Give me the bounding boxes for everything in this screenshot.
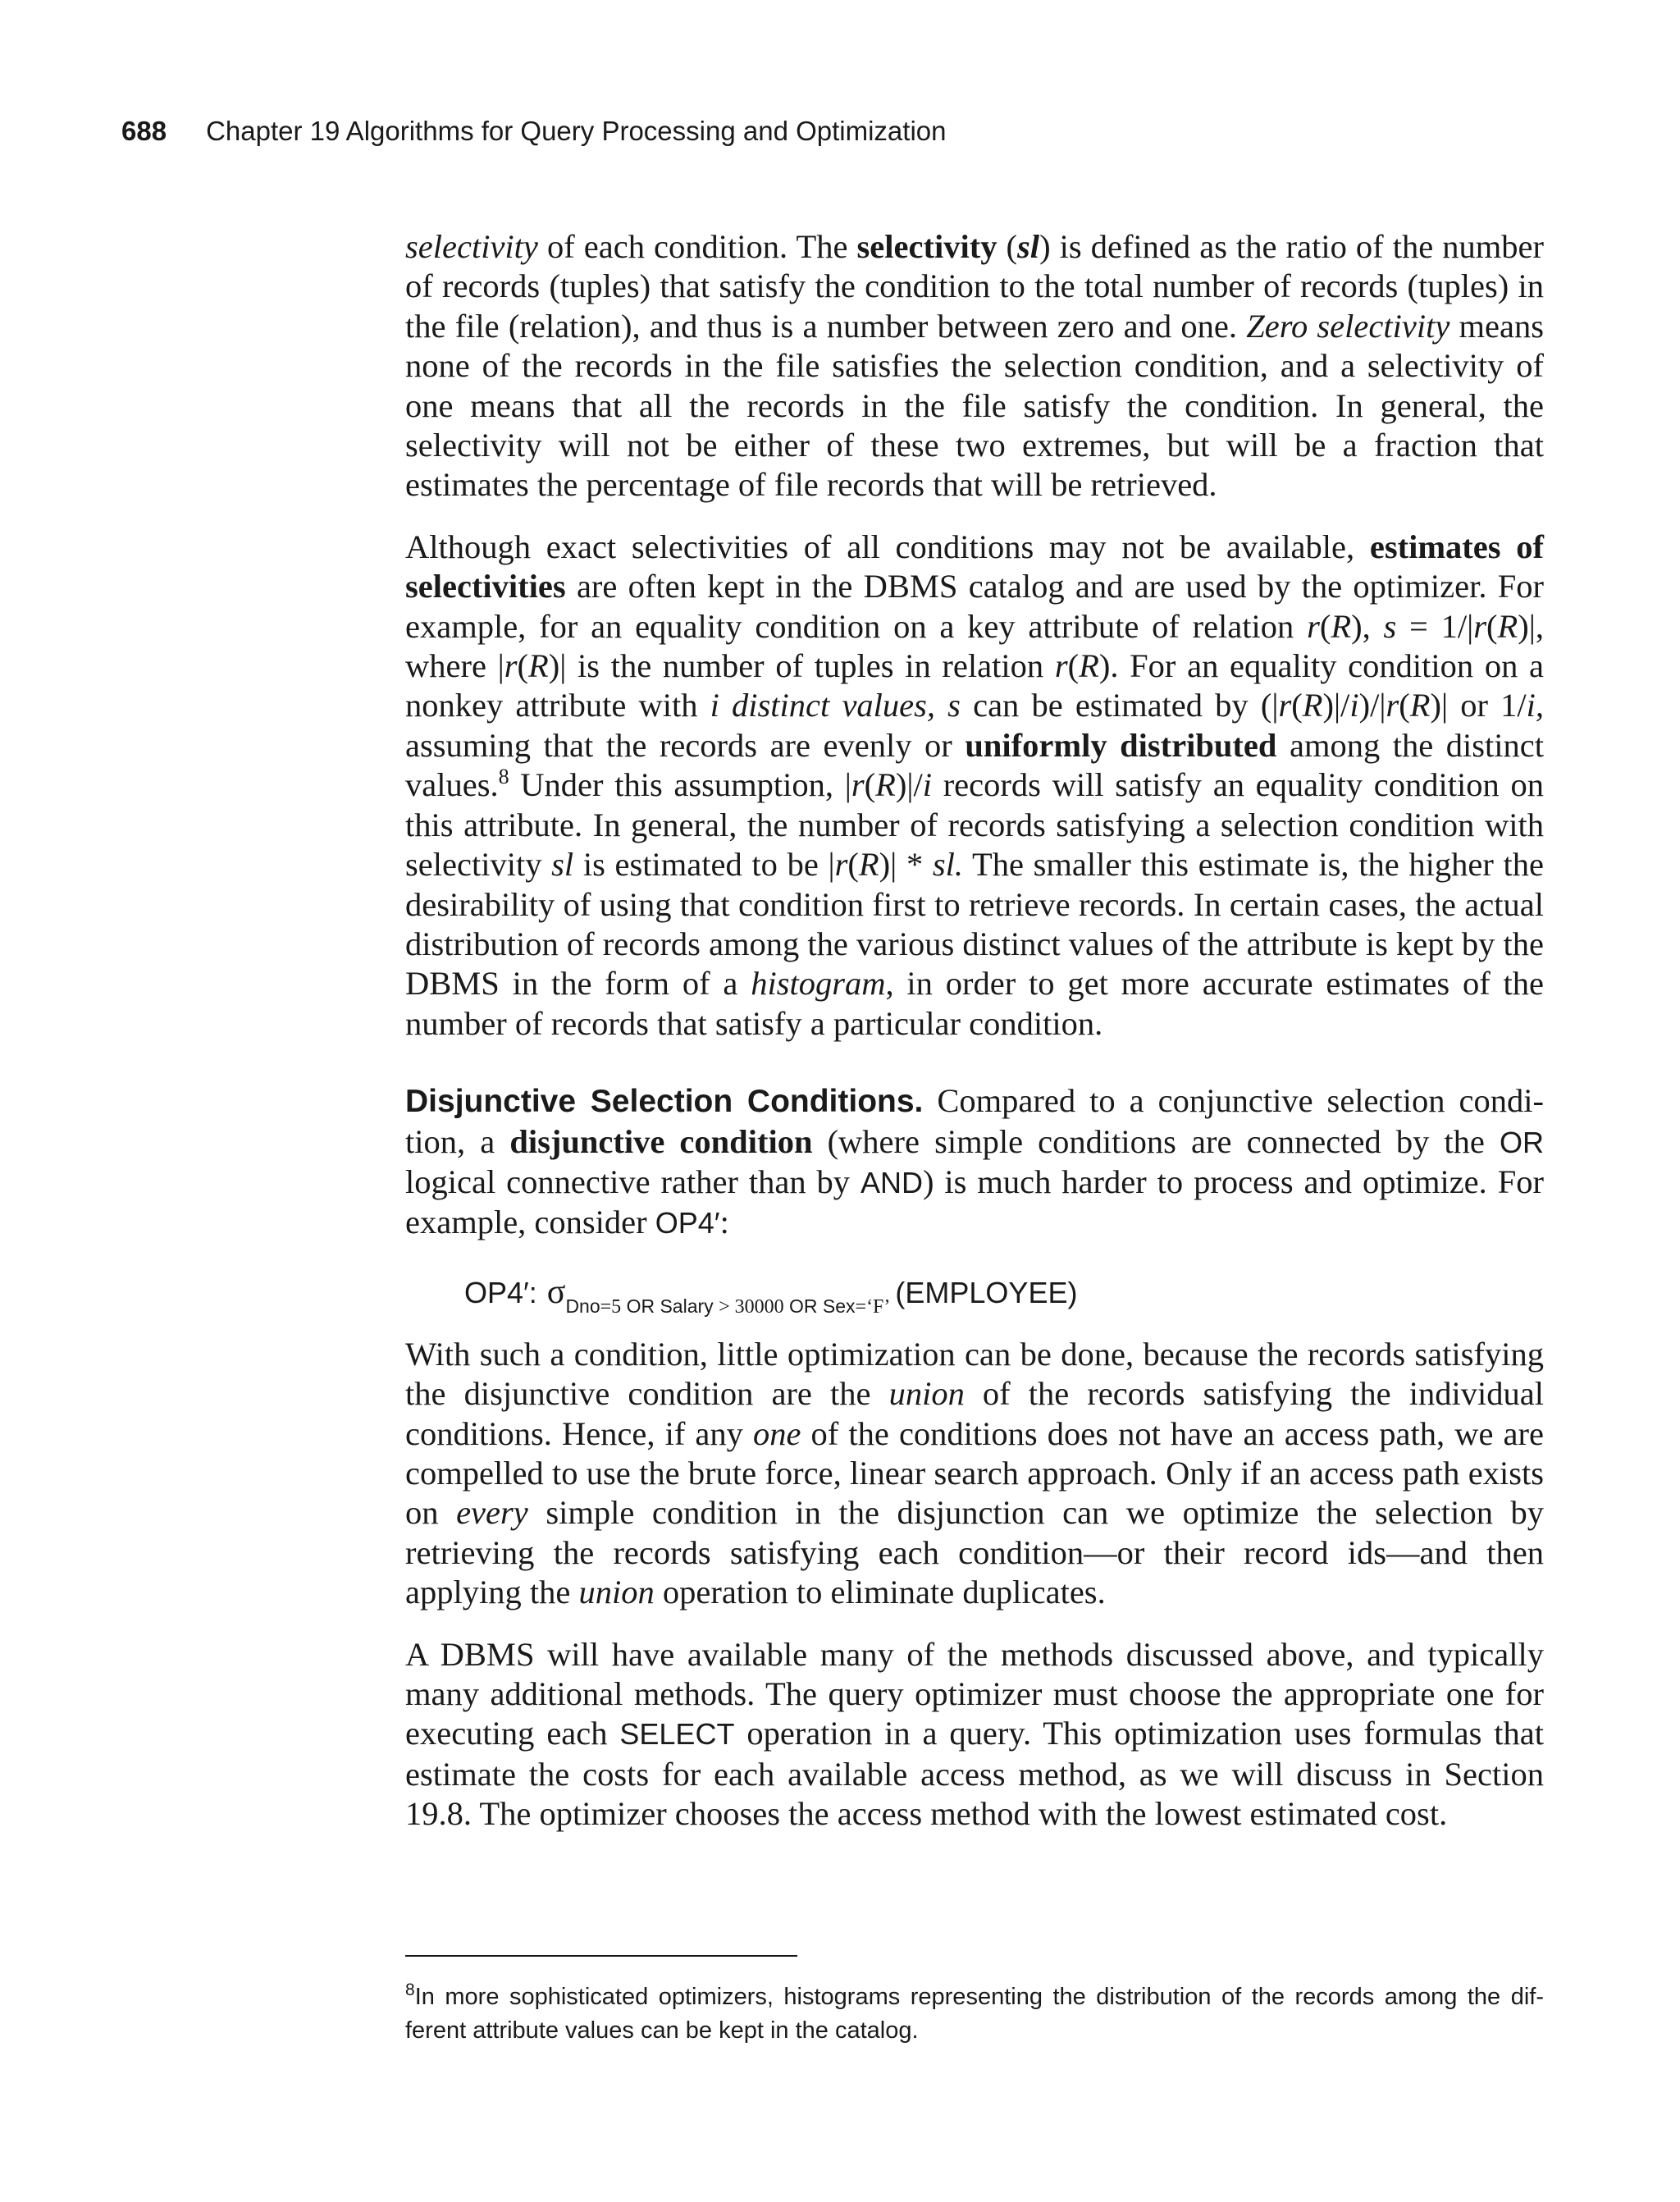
- text-span: sl: [551, 846, 574, 884]
- text-span: ) is defined as the ratio of the number of records (tuples) that satisfy the condition to the total number of records (tuples) in the file (relation), and thus is a number between zero and one.: [405, 228, 1544, 345]
- formula-relation: (EMPLOYEE): [895, 1275, 1078, 1309]
- text-span: are often kept in the DBMS catalog and are used by the optimizer. For example, for an equality condition on a key attribute of relation: [405, 568, 1544, 645]
- text-span: estimates of selectivities: [405, 528, 1544, 605]
- text-span: histogram: [751, 965, 886, 1003]
- main-text: [405, 227, 1544, 1857]
- text-span: , in order to get more accurate estimates of the number of records that satisfy a particular condition.: [405, 965, 1544, 1042]
- text-span: r: [1473, 607, 1487, 645]
- text-span: is estimated to be |: [573, 846, 835, 884]
- running-header: [121, 115, 947, 148]
- text-span: i,: [1526, 687, 1544, 724]
- text-span: operation in a query. This optimization uses formulas that estimate the costs for each available access method, as we will discuss in Section 19.8. The optimizer chooses the access method with the lowest estimated cost.: [405, 1715, 1544, 1833]
- text-span: logical connective rather than by: [405, 1163, 861, 1200]
- text-span: R: [875, 766, 896, 804]
- text-span: one: [752, 1414, 801, 1452]
- text-span: With such a condition, little optimization can be done, because the records satisfying the disjunctive condition are the: [405, 1335, 1544, 1413]
- text-span: =‘F’: [855, 1295, 891, 1318]
- text-span: union: [578, 1574, 655, 1611]
- formula-op4-prime: [464, 1266, 1544, 1323]
- text-span: (: [1486, 607, 1498, 645]
- text-span: OR: [1500, 1125, 1544, 1159]
- text-span: OP4′: [655, 1206, 720, 1240]
- text-span: means none of the records in the file satisfies the selection condition, and a selectivity of one means that all the records in the file satisfy the condition. In general, the selectivity will not be either of these two extremes, but will be a fraction that estimates the percentage of file records that will be retrieved.: [405, 307, 1544, 504]
- text-span: R: [858, 846, 879, 884]
- footnote-number: 8: [405, 1980, 415, 1999]
- paragraph-disjunctive-conditions: [405, 1081, 1544, 1244]
- text-span: = 1/|: [1396, 607, 1474, 645]
- text-span: s: [1383, 607, 1397, 645]
- text-span: among the distinct values.: [405, 726, 1545, 804]
- text-span: (: [1319, 607, 1331, 645]
- text-span: assuming that the records are evenly or: [405, 726, 966, 764]
- section-heading: Disjunctive Selection Conditions.: [405, 1084, 924, 1120]
- text-span: )/|: [1358, 687, 1386, 724]
- paragraph-selectivity-definition: [405, 227, 1544, 505]
- text-span: (: [1067, 647, 1080, 685]
- text-span: R: [1331, 607, 1352, 645]
- text-span: OR Sex: [783, 1295, 856, 1317]
- text-span: records will satisfy an equality condition on this attribute. In general, the number of records satisfying a selection condition with selectivity: [405, 766, 1544, 884]
- footnote-8: [405, 1980, 1544, 2048]
- text-span: r: [504, 647, 518, 685]
- text-span: ) is much harder to process and optimize. For example, consider: [405, 1163, 1544, 1241]
- running-title: Chapter 19 Algorithms for Query Processing and Optimization: [206, 116, 947, 146]
- text-span: =5: [600, 1295, 622, 1318]
- text-span: i: [1349, 687, 1359, 724]
- text-span: operation to eliminate duplicates.: [654, 1574, 1106, 1611]
- formula-label: OP4′:: [464, 1275, 537, 1309]
- footnote-text: In more sophisticated optimizers, histograms representing the distribution of the records among the different attribute values can be kept in the catalog.: [405, 1984, 1544, 2044]
- text-span: The smaller this estimate is, the higher the desirability of using that condition first to retrieve records. In certain cases, the actual distribution of records among the various distinct values of the attribute is kept by the DBMS in the form of a: [405, 846, 1544, 1003]
- text-span: r: [1054, 647, 1068, 685]
- text-span: of each condition. The: [537, 228, 857, 265]
- text-span: sl.: [932, 846, 964, 884]
- text-span: (: [864, 766, 876, 804]
- text-span: i distinct values, s: [710, 687, 961, 724]
- text-span: R: [528, 647, 549, 685]
- page-number: 688: [121, 116, 167, 146]
- text-span: )|/: [1322, 687, 1350, 724]
- text-span: of the records satisfying the individual conditions. Hence, if any: [405, 1375, 1544, 1452]
- text-span: R: [1497, 607, 1518, 645]
- text-span: r: [1278, 687, 1292, 724]
- text-span: can be estimated by (|: [960, 687, 1279, 724]
- text-span: (: [1399, 687, 1410, 724]
- text-span: r: [1307, 607, 1320, 645]
- text-span: (: [847, 846, 859, 884]
- paragraph-selectivity-estimates: [405, 528, 1544, 1044]
- selection-condition: [565, 1295, 890, 1317]
- text-span: disjunctive condition: [509, 1122, 813, 1160]
- text-span: selectivity: [405, 228, 538, 265]
- text-span: ),: [1351, 607, 1384, 645]
- text-span: r: [834, 846, 848, 884]
- text-span: sl: [1017, 228, 1040, 265]
- text-span: )| *: [879, 846, 933, 884]
- text-span: )|/: [895, 766, 923, 804]
- text-span: R: [1302, 687, 1323, 724]
- text-span: simple condition in the disjunction can we optimize the selection by retrieving the records satisfying each condition—or their record ids—and then applying the: [405, 1494, 1545, 1611]
- text-span: (: [1291, 687, 1303, 724]
- text-span: uniformly distributed: [965, 726, 1277, 764]
- text-span: selectivity: [856, 228, 998, 265]
- text-span: Compared to a conjunctive selection condition, a: [405, 1082, 1544, 1160]
- text-span: )| or 1/: [1430, 687, 1527, 724]
- footnote-reference: 8: [498, 765, 509, 789]
- text-span: Although exact selectivities of all conditions may not be available,: [405, 528, 1370, 565]
- text-span: :: [719, 1204, 729, 1241]
- text-span: (: [997, 228, 1018, 265]
- text-span: AND: [860, 1165, 923, 1199]
- text-span: Under this assumption, |: [509, 766, 851, 804]
- paragraph-access-methods: [405, 1635, 1544, 1834]
- paragraph-disjunction-optimization: [405, 1335, 1544, 1613]
- text-span: R: [1409, 687, 1431, 724]
- footnote-divider: [405, 1955, 797, 1957]
- sigma-symbol: σ: [546, 1272, 566, 1311]
- text-span: R: [1079, 647, 1099, 685]
- text-span: > 30000: [719, 1295, 784, 1318]
- text-span: of the conditions does not have an access path, we are compelled to use the brute force, linear search approach. Only if an access path exists on: [405, 1414, 1544, 1532]
- text-span: every: [456, 1494, 528, 1532]
- text-span: r: [851, 766, 865, 804]
- text-span: (: [517, 647, 529, 685]
- text-span: )| is the number of tuples in relation: [548, 647, 1055, 685]
- text-span: Zero selectivity: [1246, 307, 1450, 345]
- text-span: SELECT: [619, 1717, 735, 1752]
- text-span: r: [1386, 687, 1399, 724]
- text-span: A DBMS will have available many of the methods discussed above, and typically many additional methods. The query optimizer must choose the appropriate one for executing each: [405, 1635, 1544, 1752]
- text-span: i: [922, 766, 932, 804]
- text-span: union: [888, 1375, 965, 1413]
- text-span: )|, where |: [405, 607, 1544, 685]
- text-span: (where simple conditions are connected by the: [812, 1122, 1500, 1160]
- text-span: OR Salary: [621, 1295, 719, 1317]
- text-span: ). For an equality condition on a nonkey attribute with: [405, 647, 1545, 724]
- text-span: Dno: [565, 1295, 600, 1317]
